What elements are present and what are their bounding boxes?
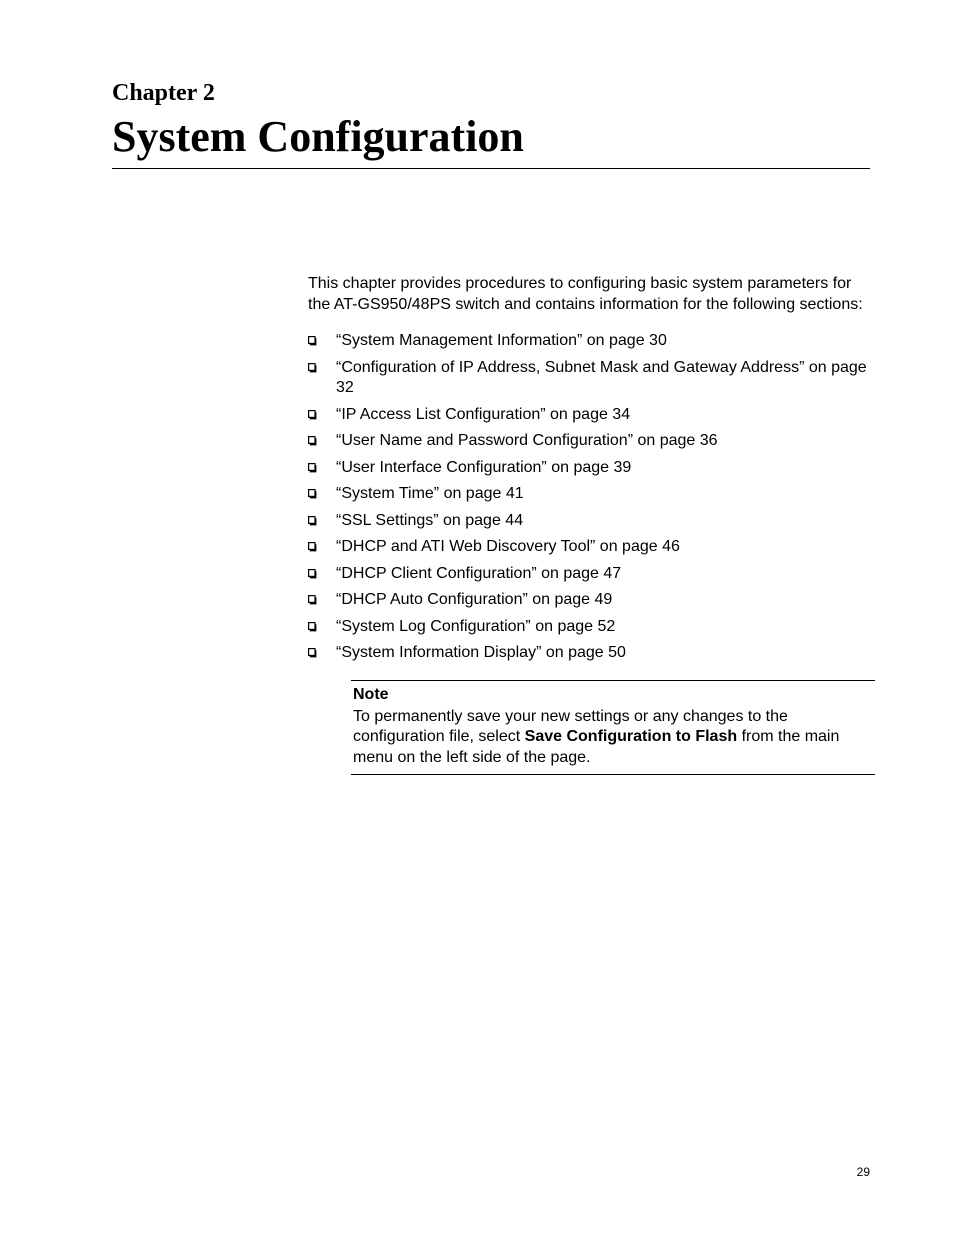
- section-link-text[interactable]: “IP Access List Configuration” on page 34: [336, 405, 631, 423]
- checkbox-square-icon: [308, 436, 317, 446]
- section-link-text[interactable]: “DHCP Auto Configuration” on page 49: [336, 591, 613, 608]
- section-link-text[interactable]: “User Interface Configuration” on page 39: [336, 458, 632, 476]
- section-link-text[interactable]: “System Information Display” on page 50: [336, 644, 626, 661]
- note-heading: Note: [353, 685, 389, 703]
- checkbox-square-icon: [308, 516, 317, 526]
- intro-paragraph: This chapter provides procedures to configuring basic system parameters for the AT-GS950/48PS switch and contains information for the following sections:: [308, 275, 863, 313]
- note-text: [353, 707, 873, 769]
- section-link-text[interactable]: “Configuration of IP Address, Subnet Mask and Gateway Address” on page 32: [336, 358, 867, 396]
- section-item-ssl-settings: [308, 511, 873, 532]
- chapter-label: Chapter 2: [112, 80, 215, 106]
- section-link-text[interactable]: “SSL Settings” on page 44: [336, 511, 524, 529]
- note-text-before: To permanently save your new settings or any changes to the configuration file, select: [353, 707, 788, 745]
- section-item-system-log: [308, 617, 873, 638]
- section-item-system-info: [308, 643, 873, 664]
- page-number: 29: [856, 1165, 870, 1179]
- chapter-title: System Configuration: [112, 112, 524, 161]
- note-box: [351, 680, 875, 776]
- section-item-user-interface: [308, 458, 873, 479]
- note-text-after: from the main menu on the left side of the page.: [353, 728, 840, 766]
- checkbox-square-icon: [308, 622, 317, 632]
- checkbox-square-icon: [308, 542, 317, 552]
- checkbox-square-icon: [308, 648, 317, 658]
- section-link-text[interactable]: “User Name and Password Configuration” on page 36: [336, 432, 718, 449]
- section-item-system-management: [308, 331, 873, 352]
- section-link-text[interactable]: “DHCP and ATI Web Discovery Tool” on page 46: [336, 538, 680, 555]
- checkbox-square-icon: [308, 463, 317, 473]
- chapter-body: [308, 274, 873, 775]
- section-link-text[interactable]: “System Time” on page 41: [336, 485, 524, 502]
- section-item-system-time: [308, 484, 873, 505]
- section-item-user-password: [308, 431, 873, 452]
- checkbox-square-icon: [308, 336, 317, 346]
- section-link-text[interactable]: “System Management Information” on page 30: [336, 332, 667, 349]
- note-text-emphasis: Save Configuration to Flash: [524, 728, 738, 745]
- checkbox-square-icon: [308, 410, 317, 420]
- section-list: [308, 331, 873, 664]
- checkbox-square-icon: [308, 363, 317, 373]
- section-link-text[interactable]: “System Log Configuration” on page 52: [336, 617, 616, 635]
- section-item-dhcp-client: [308, 564, 873, 585]
- checkbox-square-icon: [308, 489, 317, 499]
- section-item-ip-access-list: [308, 405, 873, 426]
- section-item-ip-address: [308, 358, 873, 399]
- section-item-dhcp-discovery: [308, 537, 873, 558]
- checkbox-square-icon: [308, 569, 317, 579]
- checkbox-square-icon: [308, 595, 317, 605]
- section-link-text[interactable]: “DHCP Client Configuration” on page 47: [336, 564, 622, 582]
- section-item-dhcp-auto: [308, 590, 873, 611]
- title-divider: [112, 168, 870, 169]
